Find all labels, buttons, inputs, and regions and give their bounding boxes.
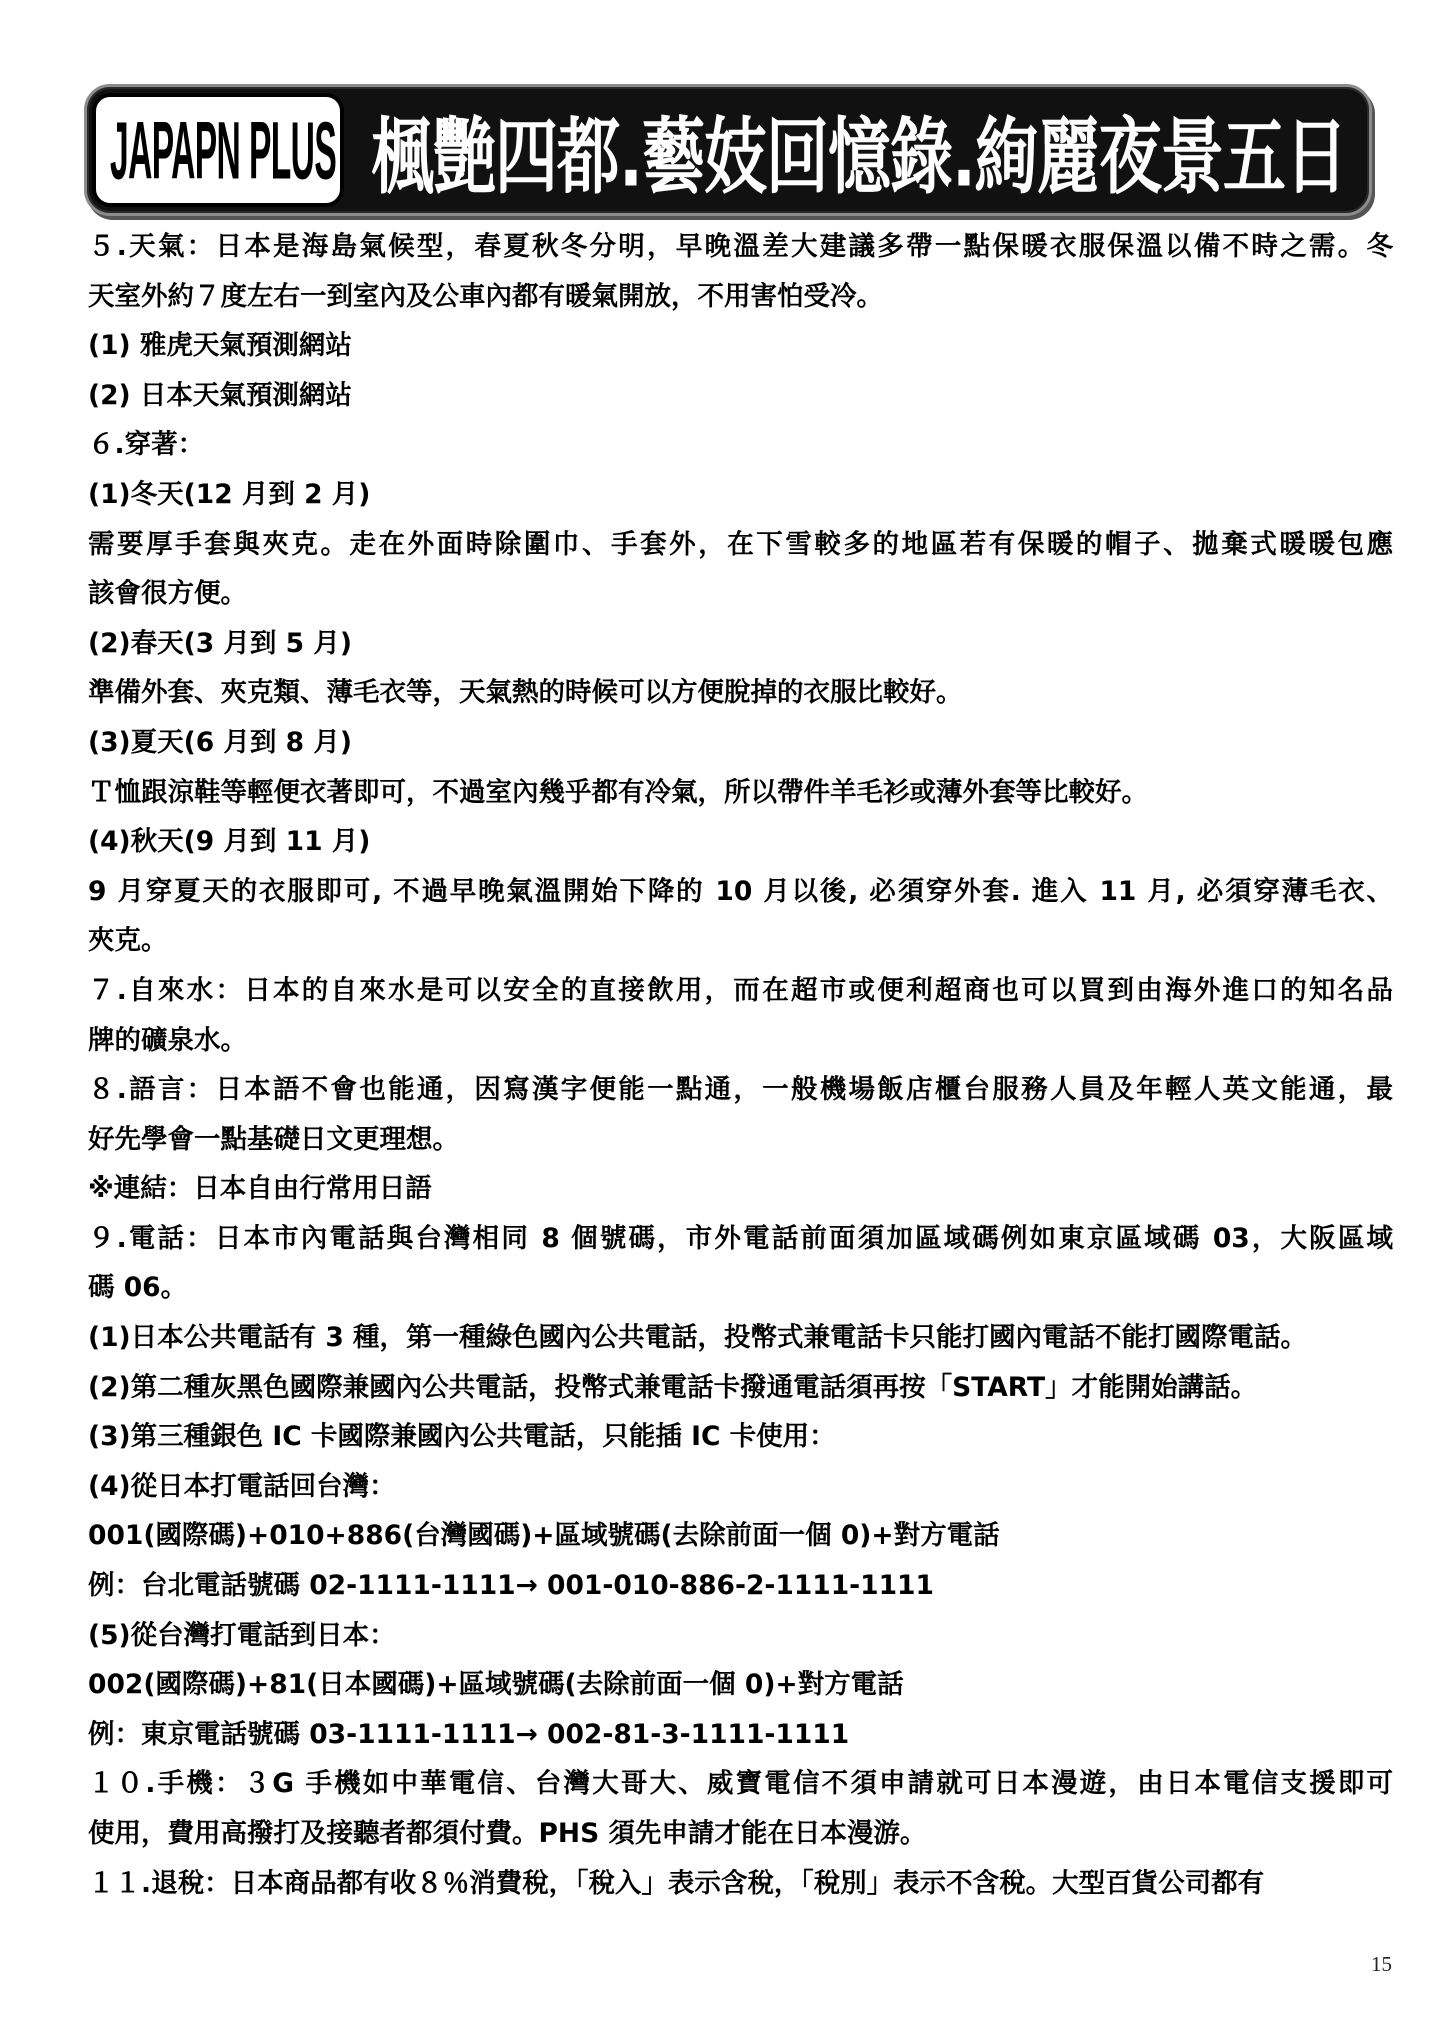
text-line: (2)第二種灰黑色國際兼國內公共電話，投幣式兼電話卡撥通電話須再按「START」才能開始講話。 bbox=[88, 1371, 1258, 1403]
page-header-banner bbox=[84, 84, 1372, 216]
text-line: (4)秋天(9 月到 11 月) bbox=[88, 826, 371, 858]
paragraph bbox=[88, 420, 1393, 470]
paragraph bbox=[88, 1561, 1393, 1611]
text-line: 準備外套、夾克類、薄毛衣等，天氣熱的時候可以方便脫掉的衣服比較好。 bbox=[88, 677, 963, 709]
text-line: ８.語言：日本語不會也能通，因寫漢字便能一點通，一般機場飯店櫃台服務人員及年輕人英文能通，最 bbox=[88, 1074, 1393, 1106]
paragraph bbox=[88, 1611, 1393, 1661]
text-line: 例：東京電話號碼 03-1111-1111→ 002-81-3-1111-1111 bbox=[88, 1718, 850, 1750]
text-line: (5)從台灣打電話到日本： bbox=[88, 1619, 396, 1651]
text-line: ９.電話：日本市內電話與台灣相同 8 個號碼，市外電話前面須加區域碼例如東京區域碼 03，大阪區域 bbox=[88, 1222, 1393, 1254]
text-line: (2) 日本天氣預測網站 bbox=[88, 379, 352, 411]
text-line: ５.天氣：日本是海島氣候型，春夏秋冬分明，早晚溫差大建議多帶一點保暖衣服保溫以備不時之需。冬 bbox=[88, 231, 1393, 262]
text-line: (4)從日本打電話回台灣： bbox=[88, 1470, 396, 1502]
text-line: 該會很方便。 bbox=[88, 578, 247, 610]
text-line: 需要厚手套與夾克。走在外面時除圍巾、手套外，在下雪較多的地區若有保暖的帽子、拋棄式暖暖包應 bbox=[88, 528, 1393, 560]
document-body bbox=[88, 222, 1393, 1908]
brand-logo-box bbox=[92, 93, 344, 207]
paragraph bbox=[88, 1462, 1393, 1512]
text-line: ７.自來水：日本的自來水是可以安全的直接飲用，而在超市或便利超商也可以買到由海外進口的知名品 bbox=[88, 974, 1393, 1006]
paragraph bbox=[88, 321, 1393, 371]
paragraph bbox=[88, 1065, 1393, 1164]
paragraph bbox=[88, 768, 1393, 818]
paragraph bbox=[88, 817, 1393, 867]
paragraph bbox=[88, 1214, 1393, 1313]
paragraph bbox=[88, 1710, 1393, 1760]
text-line: (2)春天(3 月到 5 月) bbox=[88, 627, 352, 659]
text-line: 好先學會一點基礎日文更理想。 bbox=[88, 1123, 459, 1155]
paragraph bbox=[88, 1412, 1393, 1462]
text-line: ※連結：日本自由行常用日語 bbox=[88, 1173, 432, 1205]
paragraph bbox=[88, 1511, 1393, 1561]
tour-title bbox=[359, 87, 1359, 213]
text-line: 夾克。 bbox=[88, 925, 168, 957]
paragraph bbox=[88, 668, 1393, 718]
text-line: １０.手機：３G 手機如中華電信、台灣大哥大、威寶電信不須申請就可日本漫遊，由日本電信支援即可 bbox=[88, 1768, 1393, 1800]
text-line: (1) 雅虎天氣預測網站 bbox=[88, 330, 352, 362]
paragraph bbox=[88, 966, 1393, 1065]
text-line: (1)冬天(12 月到 2 月) bbox=[88, 478, 371, 510]
paragraph bbox=[88, 520, 1393, 619]
text-line: (1)日本公共電話有 3 種，第一種綠色國內公共電話，投幣式兼電話卡只能打國內電話不能打國際電話。 bbox=[88, 1322, 1308, 1354]
text-line: 001(國際碼)+010+886(台灣國碼)+區域號碼(去除前面一個 0)+對方電話 bbox=[88, 1520, 1000, 1552]
paragraph bbox=[88, 1859, 1393, 1909]
text-line: 碼 06。 bbox=[88, 1272, 188, 1304]
brand-logo-text: JAPAPN PLUS bbox=[110, 104, 337, 196]
paragraph bbox=[88, 1660, 1393, 1710]
paragraph bbox=[88, 470, 1393, 520]
paragraph bbox=[88, 222, 1393, 321]
text-line: 牌的礦泉水。 bbox=[88, 1024, 247, 1056]
text-line: 例：台北電話號碼 02-1111-1111→ 001-010-886-2-1111-1111 bbox=[88, 1570, 934, 1602]
text-line: １１.退稅：日本商品都有收８％消費稅，「稅入」表示含稅，「稅別」表示不含稅。大型百貨公司都有 bbox=[88, 1867, 1265, 1899]
tour-title-text: 楓艷四都.藝妓回憶錄.絢麗夜景五日 bbox=[371, 108, 1347, 205]
paragraph bbox=[88, 867, 1393, 966]
paragraph bbox=[88, 1363, 1393, 1413]
page-number: 15 bbox=[1371, 1952, 1392, 1976]
paragraph bbox=[88, 718, 1393, 768]
text-line: 天室外約７度左右一到室內及公車內都有暖氣開放，不用害怕受冷。 bbox=[88, 280, 883, 312]
paragraph bbox=[88, 1164, 1393, 1214]
text-line: Ｔ恤跟涼鞋等輕便衣著即可，不過室內幾乎都有冷氣，所以帶件羊毛衫或薄外套等比較好。 bbox=[88, 776, 1148, 808]
paragraph bbox=[88, 619, 1393, 669]
paragraph bbox=[88, 1313, 1393, 1363]
text-line: 使用，費用高撥打及接聽者都須付費。PHS 須先申請才能在日本漫游。 bbox=[88, 1818, 927, 1849]
text-line: ６.穿著： bbox=[88, 429, 205, 461]
text-line: 9 月穿夏天的衣服即可, 不過早晚氣溫開始下降的 10 月以後, 必須穿外套. 進入 11 月, 必須穿薄毛衣、 bbox=[88, 875, 1393, 907]
paragraph bbox=[88, 1759, 1393, 1858]
paragraph bbox=[88, 371, 1393, 421]
text-line: (3)夏天(6 月到 8 月) bbox=[88, 726, 352, 758]
text-line: 002(國際碼)+81(日本國碼)+區域號碼(去除前面一個 0)+對方電話 bbox=[88, 1669, 904, 1701]
text-line: (3)第三種銀色 IC 卡國際兼國內公共電話，只能插 IC 卡使用： bbox=[88, 1421, 836, 1453]
